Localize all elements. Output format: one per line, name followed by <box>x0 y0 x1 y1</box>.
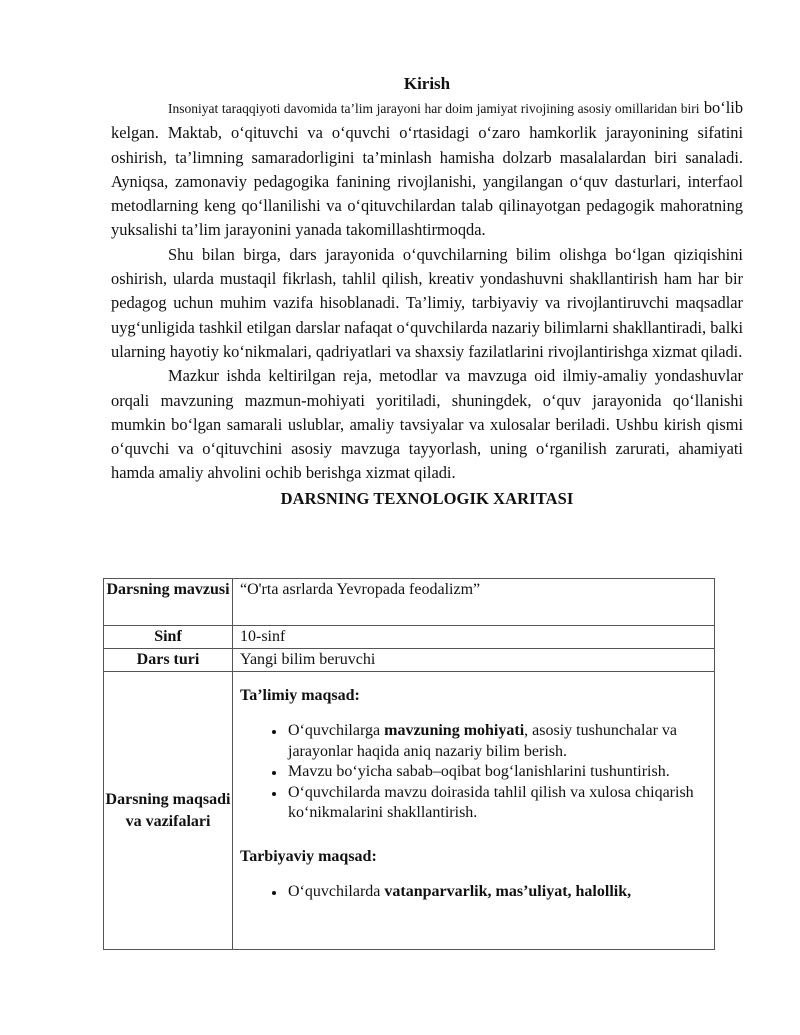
row-value-goals <box>233 672 715 950</box>
row-value-class: 10-sinf <box>233 626 715 649</box>
row-label-class: Sinf <box>104 626 233 649</box>
upbringing-goal-list <box>240 882 714 903</box>
row-label-topic: Darsning mavzusi <box>104 579 233 626</box>
document-heading: Kirish <box>403 74 451 93</box>
table-row <box>104 649 715 672</box>
list-item-bold: mavzuning mohiyati <box>384 722 525 739</box>
upbringing-goal-heading: Tarbiyaviy maqsad: <box>240 847 377 865</box>
list-item <box>286 882 714 903</box>
list-item <box>286 783 714 824</box>
table-title: DARSNING TEXNOLOGIK XARITASI <box>280 488 574 508</box>
table-row <box>104 579 715 626</box>
table-row <box>104 672 715 950</box>
list-item-text: , asosiy tushunchalar va jarayonlar haqida aniq nazariy bilim berish. <box>288 722 677 760</box>
row-label-goals: Darsning maqsadi va vazifalari <box>104 672 233 950</box>
row-value-topic: “O'rta asrlarda Yevropada feodalizm” <box>233 579 715 626</box>
list-item-bold: vatanparvarlik, mas’uliyat, halollik, <box>384 882 632 900</box>
list-item <box>286 721 714 762</box>
list-item <box>286 762 714 783</box>
goals-content <box>240 672 714 949</box>
row-value-lesson-type: Yangi bilim beruvchi <box>233 649 715 672</box>
paragraph-1-lead: Insoniyat taraqqiyoti davomida ta’lim jarayoni har doim jamiyat rivojining asosiy omillaridan biri <box>168 101 700 116</box>
paragraph-1 <box>111 96 743 243</box>
paragraph-1-text: bo‘lib kelgan. Maktab, o‘qituvchi va o‘quvchi o‘rtasidagi o‘zaro hamkorlik jarayonining sifatini oshirish, ta’limning samaradorligini ta’minlash hamisha dolzarb masalalardan biri sanaladi. Ayniqsa, zamonaviy pedagogika fanining rivojlanishi, yangilangan o‘quv dasturlari, interfaol metodlarning keng qo‘llanilishi va o‘qituvchilardan talab qilinayotgan pedagogik mahoratning yuksalishi ta’lim jarayonini yanada takomillashtirmoqda. <box>111 98 744 240</box>
list-item-text: O‘quvchilarga <box>288 722 385 739</box>
row-label-lesson-type: Dars turi <box>104 649 233 672</box>
paragraph-3: Mazkur ishda keltirilgan reja, metodlar va mavzuga oid ilmiy-amaliy yondashuvlar orqali mavzuning mazmun-mohiyati yoritiladi, shuningdek, o‘quv jarayonida qo‘llanishi mumkin bo‘lgan samarali uslublar, amaliy tavsiyalar va xulosalar beriladi. Ushbu kirish qismi o‘quvchi va o‘qituvchini asosiy mavzuga tayyorlash, uning o‘rganilish zarurati, ahamiyati hamda amaliy ahvolini ochib berishga xizmat qiladi. <box>111 366 743 483</box>
list-item-text: O‘quvchilarda mavzu doirasida tahlil qilish va xulosa chiqarish ko‘nikmalarini shakllantirish. <box>288 783 694 821</box>
table-row <box>104 626 715 649</box>
educational-goal-list <box>240 721 714 824</box>
list-item-text: Mavzu bo‘yicha sabab–oqibat bog‘lanishlarini tushuntirish. <box>288 763 670 780</box>
paragraph-2: Shu bilan birga, dars jarayonida o‘quvchilarning bilim olishga bo‘lgan qiziqishini oshirish, ularda mustaqil fikrlash, tahlil qilish, kreativ yondashuvni shakllantirish ham har bir pedagog uchun muhim vazifa hisoblanadi. Ta’limiy, tarbiyaviy va rivojlantiruvchi maqsadlar uyg‘unligida tashkil etilgan darslar nafaqat o‘quvchilarda nazariy bilimlarni shakllantiradi, balki ularning hayotiy ko‘nikmalari, qadriyatlari va shaxsiy fazilatlarini rivojlantirishga xizmat qiladi. <box>111 244 743 361</box>
document-page <box>111 72 743 510</box>
list-item-text: O‘quvchilarda <box>288 882 385 900</box>
educational-goal-heading: Ta’limiy maqsad: <box>240 687 360 704</box>
lesson-map-table <box>103 578 715 950</box>
